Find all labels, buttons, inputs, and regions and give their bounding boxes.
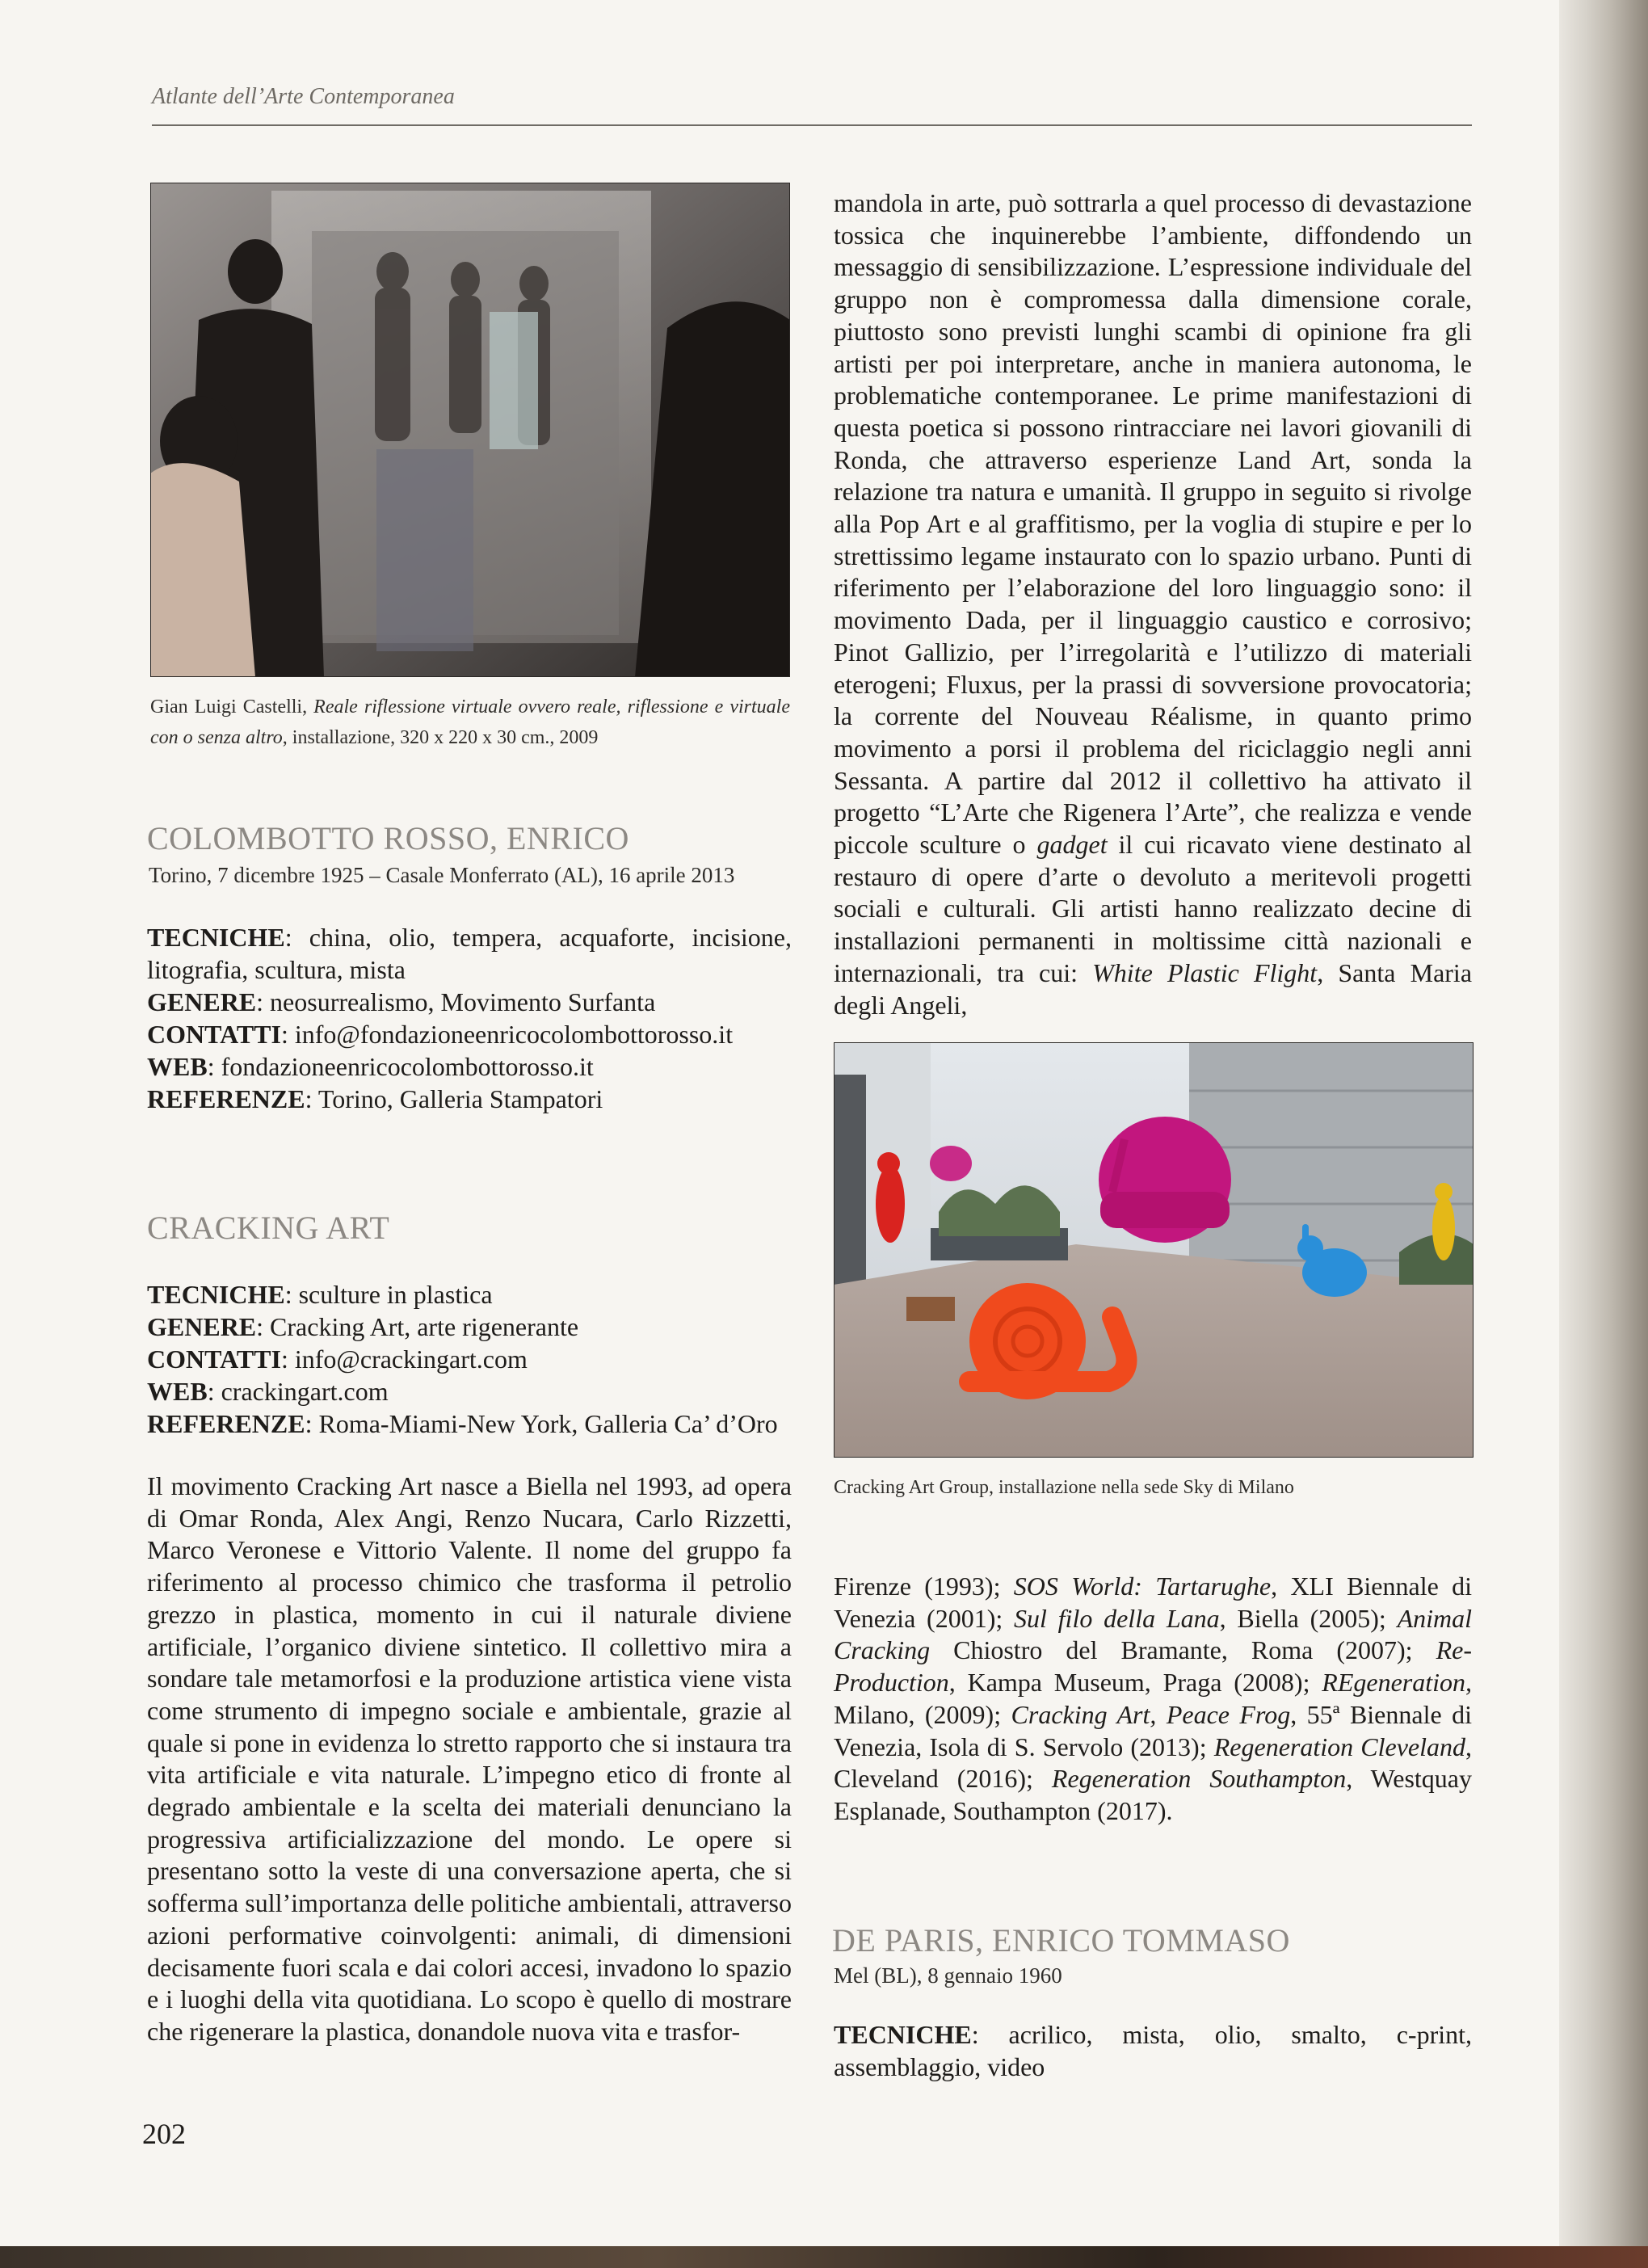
photo-cracking-art-installation (834, 1042, 1474, 1458)
caption-author: Gian Luigi Castelli, (150, 696, 314, 717)
field-web: WEB: fondazioneenricocolombottorosso.it (147, 1052, 594, 1081)
entry-title-de-paris: DE PARIS, ENRICO TOMMASO (832, 1922, 1290, 1959)
field-genere: GENERE: Cracking Art, arte rigenerante (147, 1312, 579, 1341)
header-rule (152, 124, 1472, 126)
entry-fields-de-paris (834, 2018, 1472, 2083)
scan-edge (0, 2246, 1648, 2268)
book-spine-shadow (1559, 0, 1648, 2268)
field-tecniche: TECNICHE: china, olio, tempera, acquaforte, incisione, litografia, scultura, mista (147, 923, 792, 984)
caption-title: Reale riflessione virtuale ovvero reale, riflessione e virtuale con o senza altro (150, 696, 790, 748)
cracking-art-body-right: mandola in arte, può sottrarla a quel processo di devastazione tossica che inquinerebbe l’ambiente, diffondendo un messaggio di sensibilizzazione. L’espressione individuale del gruppo non è compromessa dalla dimensione corale, piuttosto sono previsti lunghi scambi di opinione fra gli artisti per poi interpretare, anche in maniera autonoma, le problematiche contemporanee. Le prime manifestazioni di questa poetica si possono rintracciare nei lavori giovanili di Ronda, che attraverso esperienze Land Art, sonda la relazione tra natura e umanità. Il gruppo in seguito si rivolge alla Pop Art e al graffitismo, per la voglia di stupire e per lo strettissimo legame instaurato con lo spazio urbano. Punti di riferimento per l’elaborazione del loro linguaggio sono: il movimento Dada, per il linguaggio caustico e corrosivo; Pinot Gallizio, per l’irregolarità e l’utilizzo di materiali eterogeni; Fluxus, per la prassi di sovversione provocatoria; la corrente del Nouveau Réalisme, in quanto primo movimento a porsi il problema del riciclaggio negli anni Sessanta. A partire dal 2012 il collettivo ha attivato il progetto “L’Arte che Rigenera l’Arte”, che realizza e vende piccole sculture o gadget il cui ricavato viene destinato al restauro di opere d’arte o devoluto a meritevoli progetti sociali e culturali. Gli artisti hanno realizzato decine di installazioni permanenti in moltissime città nazionali e internazionali, tra cui: White Plastic Flight, Santa Maria degli Angeli, (834, 188, 1473, 1020)
entry-fields-colombotto (147, 921, 792, 1115)
entry-title-cracking-art: CRACKING ART (147, 1210, 390, 1246)
field-web: WEB: crackingart.com (147, 1377, 389, 1406)
field-referenze: REFERENZE: Torino, Galleria Stampatori (147, 1084, 603, 1113)
cracking-art-body-left: Il movimento Cracking Art nasce a Biella nel 1993, ad opera di Omar Ronda, Alex Angi, Renzo Nucara, Carlo Rizzetti, Marco Veronese e Vittorio Valente. Il nome del gruppo fa riferimento al processo chimico che trasforma il petrolio grezzo in plastica, momento in cui il naturale diviene artificiale, l’organico diviene sintetico. Il collettivo mira a sondare tale metamorfosi e la produzione artistica viene vista come strumento di impegno sociale e ambientale, grazie al quale si pone in evidenza lo stretto rapporto che si instaura tra vita artificiale e vita naturale. L’impegno etico di fronte al degrado ambientale e la scelta dei materiali denunciano la progressiva artificializzazione del mondo. Le opere si presentano sotto la veste di una conversazione aperta, che si sofferma sull’importanza delle politiche ambientali, attraverso azioni performative coinvolgenti: animali, di dimensioni decisamente fuori scala e dai colori accesi, invadono lo spazio e i luoghi della vita quotidiana. Lo scopo è quello di mostrare che rigenerare la plastica, donandole nuova vita e trasfor- (147, 1471, 792, 2046)
cracking-art-works-list: Firenze (1993); SOS World: Tartarughe, XLI Biennale di Venezia (2001); Sul filo della Lana, Biella (2005); Animal Cracking Chiostro del Bramante, Roma (2007); Re-Production, Kampa Museum, Praga (2008); REgeneration, Milano, (2009); Cracking Art, Peace Frog, 55ª Biennale di Venezia, Isola di S. Servolo (2013); Regeneration Cleveland, Cleveland (2016); Regeneration Southampton, Westquay Esplanade, Southampton (2017). (834, 1572, 1473, 1825)
field-tecniche: TECNICHE: acrilico, mista, olio, smalto, c-print, assemblaggio, video (834, 2020, 1473, 2081)
running-title: Atlante dell’Arte Contemporanea (152, 84, 455, 109)
field-contatti: CONTATTI: info@crackingart.com (147, 1344, 528, 1374)
photo-installation-mirror (150, 183, 790, 677)
field-tecniche: TECNICHE: sculture in plastica (147, 1280, 493, 1309)
caption-details: , installazione, 320 x 220 x 30 cm., 2009 (282, 727, 599, 748)
entry-fields-cracking-art (147, 1278, 792, 1440)
entry-dates-colombotto: Torino, 7 dicembre 1925 – Casale Monferrato (AL), 16 aprile 2013 (149, 863, 735, 887)
entry-title-colombotto: COLOMBOTTO ROSSO, ENRICO (147, 820, 629, 856)
field-contatti: CONTATTI: info@fondazioneenricocolombottorosso.it (147, 1020, 734, 1049)
field-referenze: REFERENZE: Roma-Miami-New York, Galleria Ca’ d’Oro (147, 1409, 778, 1438)
page-number: 202 (142, 2118, 186, 2150)
photo2-caption: Cracking Art Group, installazione nella sede Sky di Milano (834, 1477, 1294, 1498)
field-genere: GENERE: neosurrealismo, Movimento Surfanta (147, 987, 656, 1016)
entry-dates-de-paris: Mel (BL), 8 gennaio 1960 (834, 1963, 1062, 1988)
photo1-caption (150, 692, 790, 753)
